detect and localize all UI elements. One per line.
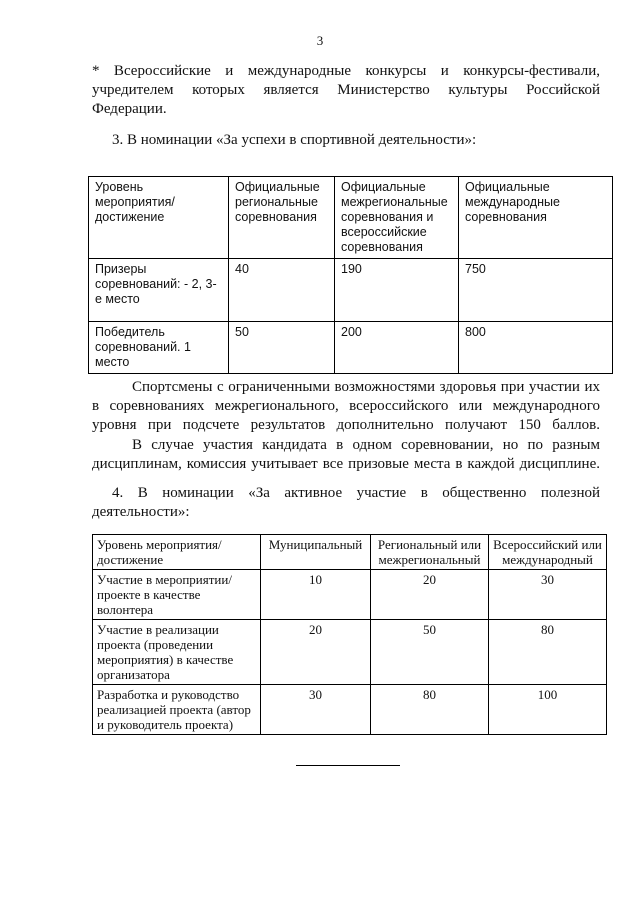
column-header: Официальные региональные соревнования	[229, 177, 335, 259]
table-cell: 40	[229, 259, 335, 322]
table-cell: 800	[459, 322, 613, 374]
column-header: Муниципальный	[261, 535, 371, 570]
section-4-heading: 4. В номинации «За активное участие в общественно полезной деятельности»:	[92, 485, 600, 520]
table-cell: 190	[335, 259, 459, 322]
column-header: Официальные межрегиональные соревнования и всероссийские соревнования	[335, 177, 459, 259]
ministry-note: * Всероссийские и международные конкурсы и конкурсы-фестивали, учредителем которых является Министерство культуры Российской Федерации.	[92, 63, 600, 117]
table-header-row	[93, 535, 607, 570]
table-cell: 80	[489, 620, 607, 685]
row-label: Призеры соревнований: - 2, 3-е место	[89, 259, 229, 322]
sports-points-table	[88, 176, 613, 374]
table-cell: 20	[261, 620, 371, 685]
page-number: 3	[316, 33, 324, 48]
table-row	[93, 620, 607, 685]
table-cell: 10	[261, 570, 371, 620]
table-cell: 30	[261, 685, 371, 735]
table-cell: 100	[489, 685, 607, 735]
section-3-heading: 3. В номинации «За успехи в спортивной деятельности»:	[112, 132, 477, 148]
row-label: Участие в мероприятии/ проекте в качестве волонтера	[93, 570, 261, 620]
column-header: Всероссийский или международный	[489, 535, 607, 570]
table-cell: 80	[371, 685, 489, 735]
table-row	[93, 685, 607, 735]
disabled-athletes-paragraph: Спортсмены с ограниченными возможностями здоровья при участии их в соревнованиях межрегионального, всероссийского или международного уровня при подсчете результатов дополнительно получают 150 баллов.	[92, 379, 600, 433]
closing-separator-line	[296, 765, 400, 766]
row-label: Разработка и руководство реализацией проекта (автор и руководитель проекта)	[93, 685, 261, 735]
disciplines-paragraph: В случае участия кандидата в одном соревновании, но по разным дисциплинам, комиссия учитывает все призовые места в каждой дисциплине.	[92, 437, 600, 472]
column-header: Уровень мероприятия/ достижение	[93, 535, 261, 570]
column-header: Региональный или межрегиональный	[371, 535, 489, 570]
table-header-row	[89, 177, 613, 259]
table-row	[89, 322, 613, 374]
row-label: Участие в реализации проекта (проведении мероприятия) в качестве организатора	[93, 620, 261, 685]
row-label: Победитель соревнований. 1 место	[89, 322, 229, 374]
table-cell: 30	[489, 570, 607, 620]
column-header: Официальные международные соревнования	[459, 177, 613, 259]
table-row	[93, 570, 607, 620]
social-activity-points-table	[92, 534, 607, 735]
table-cell: 50	[229, 322, 335, 374]
table-cell: 750	[459, 259, 613, 322]
column-header: Уровень мероприятия/ достижение	[89, 177, 229, 259]
table-cell: 200	[335, 322, 459, 374]
table-cell: 50	[371, 620, 489, 685]
table-cell: 20	[371, 570, 489, 620]
table-row	[89, 259, 613, 322]
